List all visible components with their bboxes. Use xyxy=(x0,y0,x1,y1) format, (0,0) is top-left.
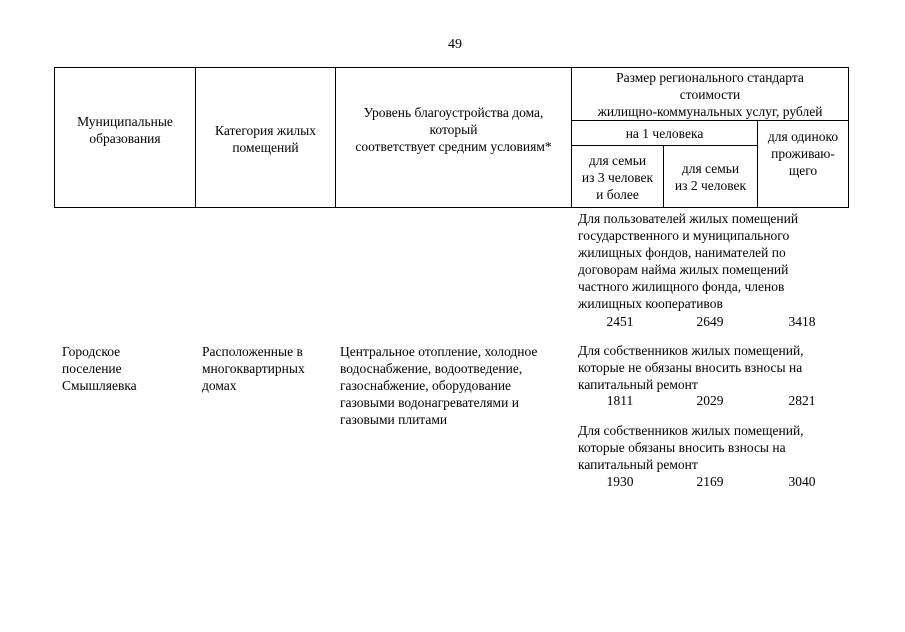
group-3-value-single: 3040 xyxy=(788,474,816,489)
header-category-line2: помещений xyxy=(232,140,299,155)
group-3-text xyxy=(578,422,848,473)
category-line1: Расположенные в xyxy=(202,344,303,359)
municipality-line3: Смышляевка xyxy=(62,378,137,393)
header-family3-line3: и более xyxy=(596,187,639,202)
group-1-line4: договорам найма жилых помещений xyxy=(578,262,789,277)
header-size-line2: стоимости xyxy=(679,87,741,102)
group-1-line6: жилищных кооперативов xyxy=(578,296,723,311)
group-1-line3: жилищных фондов, нанимателей по xyxy=(578,245,786,260)
group-1-line1: Для пользователей жилых помещений xyxy=(578,211,799,226)
header-municipal xyxy=(55,113,195,147)
header-single-line2: проживаю- xyxy=(771,146,835,161)
group-3-line1: Для собственников жилых помещений, xyxy=(578,423,804,438)
header-per-person: на 1 человека xyxy=(625,126,704,141)
municipality-cell xyxy=(62,343,192,394)
group-2-value-family2: 2029 xyxy=(696,393,724,408)
group-2-line3: капитальный ремонт xyxy=(578,377,698,392)
level-line3: газоснабжение, оборудование xyxy=(340,378,512,393)
group-2-line2: которые не обязаны вносить взносы на xyxy=(578,360,803,375)
group-1-line2: государственного и муниципального xyxy=(578,228,790,243)
header-size-line3: жилищно-коммунальных услуг, рублей xyxy=(597,104,823,119)
category-cell xyxy=(202,343,332,394)
category-line2: многоквартирных xyxy=(202,361,305,376)
header-single-line1: для одиноко xyxy=(767,129,839,144)
category-line3: домах xyxy=(202,378,237,393)
header-family3-line2: из 3 человек xyxy=(581,170,654,185)
header-level-line3: соответствует средним условиям* xyxy=(355,139,552,154)
group-2-value-family3: 1811 xyxy=(606,393,634,408)
header-family2-line1: для семьи xyxy=(681,161,740,176)
group-3-value-family2: 2169 xyxy=(696,474,724,489)
group-3-line2: которые обязаны вносить взносы на xyxy=(578,440,786,455)
header-family2-line2: из 2 человек xyxy=(674,178,747,193)
level-line5: газовыми плитами xyxy=(340,412,448,427)
municipality-line2: поселение xyxy=(62,361,122,376)
group-2-value-single: 2821 xyxy=(788,393,816,408)
group-1-value-family2: 2649 xyxy=(696,314,724,329)
group-1-text xyxy=(578,210,848,312)
header-category xyxy=(196,122,335,156)
level-cell xyxy=(340,343,570,428)
group-1-value-single: 3418 xyxy=(788,314,816,329)
group-2-text xyxy=(578,342,848,393)
header-category-line1: Категория жилых xyxy=(215,123,316,138)
page-number: 49 xyxy=(448,37,462,52)
group-1-value-family3: 2451 xyxy=(606,314,634,329)
level-line4: газовыми водонагревателями и xyxy=(340,395,519,410)
level-line2: водоснабжение, водоотведение, xyxy=(340,361,523,376)
header-municipal-line2: образования xyxy=(89,131,161,146)
header-family3-line1: для семьи xyxy=(588,153,647,168)
header-single xyxy=(758,128,848,179)
header-single-line3: щего xyxy=(788,163,818,178)
header-family3 xyxy=(572,152,663,203)
header-size-line1: Размер регионального стандарта xyxy=(616,70,804,85)
header-family2 xyxy=(664,160,757,194)
header-level-line2: который xyxy=(429,122,478,137)
group-2-line1: Для собственников жилых помещений, xyxy=(578,343,804,358)
level-line1: Центральное отопление, холодное xyxy=(340,344,538,359)
group-1-line5: частного жилищного фонда, членов xyxy=(578,279,785,294)
header-level-line1: Уровень благоустройства дома, xyxy=(363,105,544,120)
municipality-line1: Городское xyxy=(62,344,121,359)
header-level xyxy=(336,104,571,155)
group-3-value-family3: 1930 xyxy=(606,474,634,489)
group-3-line3: капитальный ремонт xyxy=(578,457,698,472)
header-municipal-line1: Муниципальные xyxy=(77,114,173,129)
header-size xyxy=(572,69,848,120)
